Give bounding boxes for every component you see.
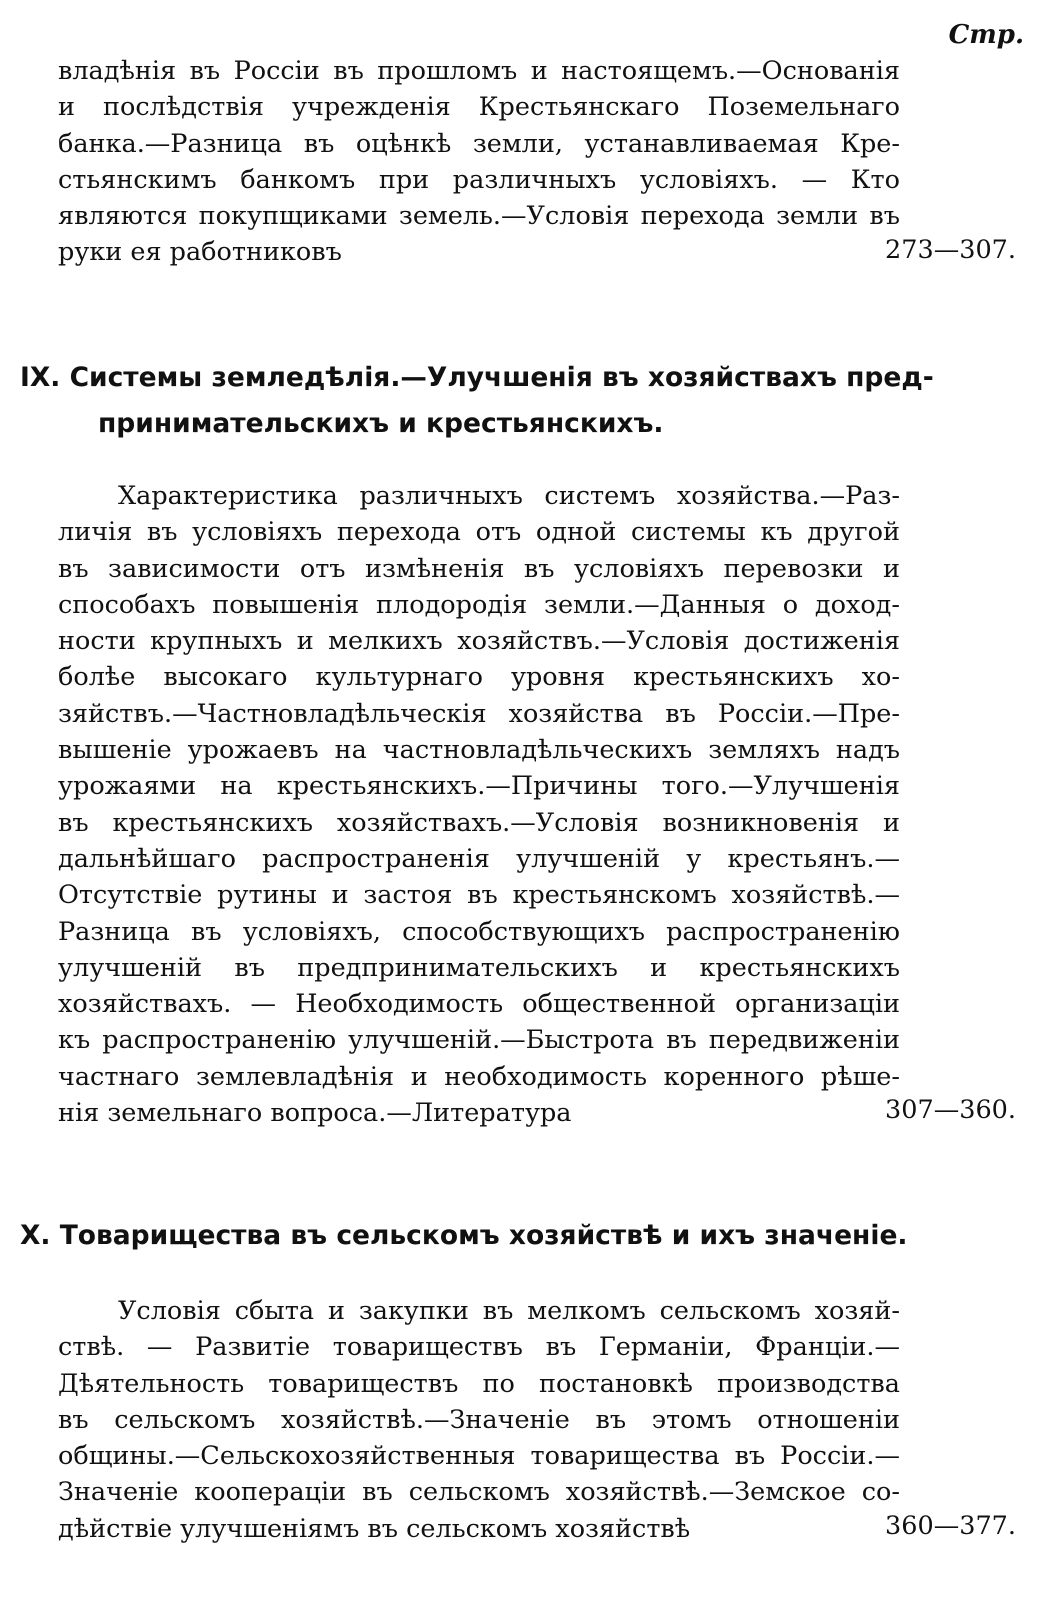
summary-line: владѣнія въ Россіи въ прошломъ и настоящемъ.—Основанія xyxy=(58,56,900,86)
chapter-viii-summary xyxy=(58,53,900,271)
summary-line: являются покупщиками земель.—Условія перехода земли въ xyxy=(58,201,900,232)
summary-line: руки ея работниковъ xyxy=(58,237,342,268)
summary-line: къ распространенію улучшеній.—Быстрота въ передвиженіи xyxy=(58,1025,900,1056)
chapter-ix-heading xyxy=(20,355,934,447)
summary-line: способахъ повышенія плодородія земли.—Данныя о доход- xyxy=(58,589,900,620)
summary-line: частнаго землевладѣнія и необходимость коренного рѣше- xyxy=(58,1061,900,1092)
heading-line: IX. Системы земледѣлія.—Улучшенія въ хозяйствахъ пред- xyxy=(20,362,934,393)
page-range: 360—377. xyxy=(885,1511,1016,1541)
heading-line: X. Товарищества въ сельскомъ хозяйствѣ и ихъ значеніе. xyxy=(20,1220,908,1251)
summary-line: Условія сбыта и закупки въ мелкомъ сельскомъ хозяй- xyxy=(118,1296,900,1326)
summary-line: зяйствъ.—Частновладѣльческія хозяйства въ Россіи.—Пре- xyxy=(58,698,900,729)
summary-line: урожаями на крестьянскихъ.—Причины того.—Улучшенія xyxy=(58,771,900,802)
summary-line: вышеніе урожаевъ на частновладѣльческихъ земляхъ надъ xyxy=(58,735,900,766)
chapter-ix-summary xyxy=(58,478,900,1131)
summary-line: Отсутствіе рутины и застоя въ крестьянскомъ хозяйствѣ.— xyxy=(58,880,900,911)
summary-line: хозяйствахъ. — Необходимость общественной организаціи xyxy=(58,989,900,1020)
summary-line: въ сельскомъ хозяйствѣ.—Значеніе въ этомъ отношеніи xyxy=(58,1404,900,1435)
summary-line: Значеніе коопераціи въ сельскомъ хозяйствѣ.—Земское со- xyxy=(58,1477,900,1508)
summary-line: личія въ условіяхъ перехода отъ одной системы къ другой xyxy=(58,517,900,548)
summary-line: дальнѣйшаго распространенія улучшеній у крестьянъ.— xyxy=(58,843,900,874)
summary-line: Характеристика различныхъ системъ хозяйства.—Раз- xyxy=(118,481,900,511)
page-range: 273—307. xyxy=(885,235,1016,265)
chapter-x-heading xyxy=(20,1213,908,1259)
summary-line: въ крестьянскихъ хозяйствахъ.—Условія возникновенія и xyxy=(58,807,900,838)
summary-line: стьянскимъ банкомъ при различныхъ условіяхъ. — Кто xyxy=(58,164,900,195)
summary-line: ности крупныхъ и мелкихъ хозяйствъ.—Условія достиженія xyxy=(58,626,900,657)
summary-line: общины.—Сельскохозяйственныя товарищества въ Россіи.— xyxy=(58,1441,900,1472)
heading-line: принимательскихъ и крестьянскихъ. xyxy=(98,408,664,439)
summary-line: ствѣ. — Развитіе товариществъ въ Германіи, Франціи.— xyxy=(58,1332,900,1363)
summary-line: болѣе высокаго культурнаго уровня крестьянскихъ хо- xyxy=(58,662,900,693)
page-column-label: Стр. xyxy=(948,20,1024,50)
summary-line: въ зависимости отъ измѣненія въ условіяхъ перевозки и xyxy=(58,553,900,584)
summary-line: дѣйствіе улучшеніямъ въ сельскомъ хозяйствѣ xyxy=(58,1513,691,1544)
page-range: 307—360. xyxy=(885,1095,1016,1125)
summary-line: Разница въ условіяхъ, способствующихъ распространенію xyxy=(58,916,900,947)
summary-line: нія земельнаго вопроса.—Литература xyxy=(58,1098,572,1129)
summary-line: банка.—Разница въ оцѣнкѣ земли, устанавливаемая Кре- xyxy=(58,128,900,159)
summary-line: Дѣятельность товариществъ по постановкѣ производства xyxy=(58,1368,900,1399)
summary-line: и послѣдствія учрежденія Крестьянскаго Поземельнаго xyxy=(58,92,900,123)
summary-line: улучшеній въ предпринимательскихъ и крестьянскихъ xyxy=(58,952,900,983)
chapter-x-summary xyxy=(58,1293,900,1547)
